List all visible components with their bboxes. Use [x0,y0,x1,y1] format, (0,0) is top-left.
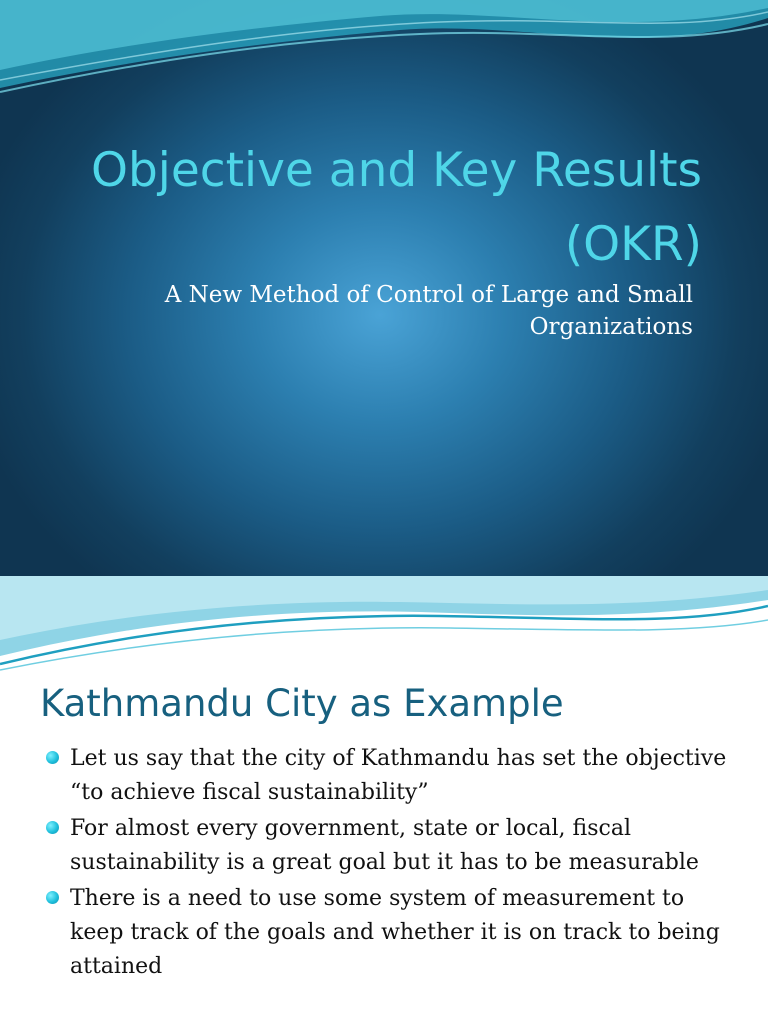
slide-subtitle: A New Method of Control of Large and Small Organizations [164,282,693,340]
bullet-text: Let us say that the city of Kathmandu has set the objective “to achieve fiscal sustainability” [70,746,727,805]
bullet-text: For almost every government, state or local, fiscal sustainability is a great goal but it has to be measurable [70,816,699,875]
bullet-text: There is a need to use some system of measurement to keep track of the goals and whether it is on track to being attained [70,886,720,979]
content-heading: Kathmandu City as Example [40,682,564,725]
slide-title: Objective and Key Results (OKR) [90,143,702,272]
bullet-list [46,742,736,986]
bullet-item [46,882,736,984]
bullet-dot-icon [46,751,59,764]
decorative-wave-top [0,0,768,110]
content-slide [0,576,768,1024]
bullet-item [46,812,736,880]
bullet-dot-icon [46,821,59,834]
decorative-wave-header [0,576,768,676]
bullet-item [46,742,736,810]
bullet-dot-icon [46,891,59,904]
